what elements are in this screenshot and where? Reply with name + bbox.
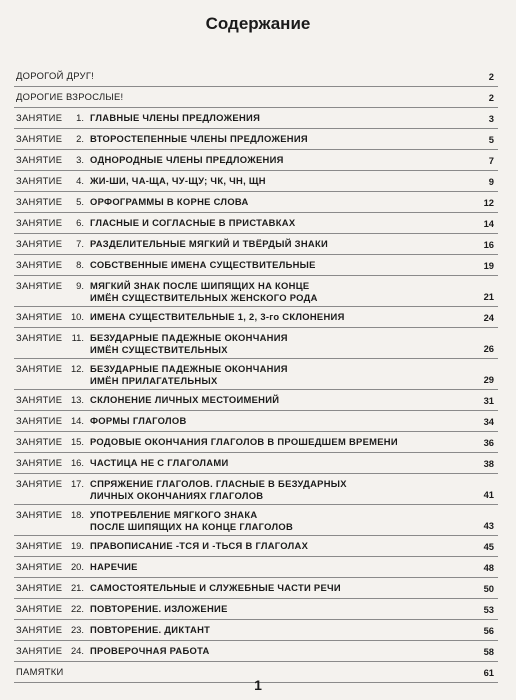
toc-entry-lead: ЗАНЯТИЕ xyxy=(16,582,63,593)
toc-entry-number: 17. xyxy=(70,478,84,489)
toc-entry-number: 16. xyxy=(70,457,84,468)
toc-entry xyxy=(14,108,498,129)
toc-entry-title: ЖИ-ШИ, ЧА-ЩА, ЧУ-ЩУ; ЧК, ЧН, ЩН xyxy=(90,175,266,186)
toc-entry xyxy=(14,505,498,536)
toc-entry xyxy=(14,129,498,150)
toc-entry-page: 31 xyxy=(483,395,494,406)
toc-entry-number: 9. xyxy=(76,280,84,291)
toc-entry-title: ПРОВЕРОЧНАЯ РАБОТА xyxy=(90,645,210,656)
toc-entry-title: НАРЕЧИЕ xyxy=(90,561,138,572)
toc-entry-page: 53 xyxy=(483,604,494,615)
table-of-contents xyxy=(14,66,498,683)
toc-entry-lead: ЗАНЯТИЕ xyxy=(16,645,63,656)
toc-entry xyxy=(14,192,498,213)
toc-entry xyxy=(14,557,498,578)
toc-entry-number: 14. xyxy=(70,415,84,426)
toc-entry-number: 7. xyxy=(76,238,84,249)
toc-entry-page: 41 xyxy=(483,489,494,500)
toc-entry-title: ЧАСТИЦА НЕ С ГЛАГОЛАМИ xyxy=(90,457,229,468)
toc-entry xyxy=(14,474,498,505)
toc-entry-number: 10. xyxy=(70,311,84,322)
toc-entry xyxy=(14,66,498,87)
toc-entry-title: РОДОВЫЕ ОКОНЧАНИЯ ГЛАГОЛОВ В ПРОШЕДШЕМ ВРЕМЕНИ xyxy=(90,436,398,447)
toc-entry-lead: ДОРОГИЕ ВЗРОСЛЫЕ! xyxy=(16,91,124,102)
toc-entry-number: 20. xyxy=(70,561,84,572)
toc-entry-page: 24 xyxy=(483,312,494,323)
toc-entry-title: ГЛАВНЫЕ ЧЛЕНЫ ПРЕДЛОЖЕНИЯ xyxy=(90,112,261,123)
toc-entry-lead: ЗАНЯТИЕ xyxy=(16,332,63,343)
toc-entry xyxy=(14,411,498,432)
toc-entry-page: 2 xyxy=(488,92,494,103)
page-number: 1 xyxy=(254,677,262,693)
toc-entry-page: 2 xyxy=(488,71,494,82)
toc-entry xyxy=(14,171,498,192)
toc-entry-number: 13. xyxy=(70,394,84,405)
toc-entry-lead: ЗАНЯТИЕ xyxy=(16,363,63,374)
toc-entry-title: ПОВТОРЕНИЕ. ИЗЛОЖЕНИЕ xyxy=(90,603,228,614)
page-title: Содержание xyxy=(205,14,311,33)
toc-entry-title: ОРФОГРАММЫ В КОРНЕ СЛОВА xyxy=(90,196,249,207)
toc-entry xyxy=(14,390,498,411)
toc-entry xyxy=(14,536,498,557)
toc-entry-title: БЕЗУДАРНЫЕ ПАДЕЖНЫЕ ОКОНЧАНИЯ ИМЁН СУЩЕСТВИТЕЛЬНЫХ xyxy=(90,332,288,355)
toc-entry-number: 18. xyxy=(70,509,84,520)
toc-entry xyxy=(14,453,498,474)
toc-entry-lead: ЗАНЯТИЕ xyxy=(16,112,63,123)
toc-entry xyxy=(14,213,498,234)
toc-entry-title: СПРЯЖЕНИЕ ГЛАГОЛОВ. ГЛАСНЫЕ В БЕЗУДАРНЫХ ЛИЧНЫХ ОКОНЧАНИЯХ ГЛАГОЛОВ xyxy=(90,478,347,501)
toc-entry-lead: ЗАНЯТИЕ xyxy=(16,394,63,405)
toc-entry-number: 23. xyxy=(70,624,84,635)
toc-entry xyxy=(14,150,498,171)
toc-entry-page: 9 xyxy=(488,176,494,187)
toc-entry-number: 24. xyxy=(70,645,84,656)
toc-entry-page: 21 xyxy=(483,291,494,302)
toc-entry xyxy=(14,599,498,620)
toc-entry xyxy=(14,307,498,328)
toc-entry-page: 14 xyxy=(483,218,494,229)
toc-entry-number: 19. xyxy=(70,540,84,551)
toc-entry-title: УПОТРЕБЛЕНИЕ МЯГКОГО ЗНАКА ПОСЛЕ ШИПЯЩИХ НА КОНЦЕ ГЛАГОЛОВ xyxy=(90,509,294,532)
toc-entry xyxy=(14,620,498,641)
toc-entry-lead: ЗАНЯТИЕ xyxy=(16,603,63,614)
toc-entry xyxy=(14,641,498,662)
toc-entry-lead: ЗАНЯТИЕ xyxy=(16,196,63,207)
toc-entry-title: ИМЕНА СУЩЕСТВИТЕЛЬНЫЕ 1, 2, 3-го СКЛОНЕНИЯ xyxy=(90,311,345,322)
toc-entry-title: БЕЗУДАРНЫЕ ПАДЕЖНЫЕ ОКОНЧАНИЯ ИМЁН ПРИЛАГАТЕЛЬНЫХ xyxy=(90,363,288,386)
toc-entry-title: СОБСТВЕННЫЕ ИМЕНА СУЩЕСТВИТЕЛЬНЫЕ xyxy=(90,259,316,270)
toc-entry-number: 5. xyxy=(76,196,84,207)
toc-entry-number: 4. xyxy=(76,175,84,186)
toc-entry xyxy=(14,276,498,307)
toc-entry-lead: ЗАНЯТИЕ xyxy=(16,259,63,270)
toc-entry-page: 7 xyxy=(488,155,494,166)
toc-entry-lead: ЗАНЯТИЕ xyxy=(16,311,63,322)
toc-entry-title: ФОРМЫ ГЛАГОЛОВ xyxy=(90,415,187,426)
toc-entry-page: 16 xyxy=(483,239,494,250)
toc-entry-lead: ЗАНЯТИЕ xyxy=(16,238,63,249)
toc-entry xyxy=(14,432,498,453)
toc-entry-lead: ЗАНЯТИЕ xyxy=(16,561,63,572)
toc-entry-number: 21. xyxy=(70,582,84,593)
toc-entry-lead: ПАМЯТКИ xyxy=(16,666,64,677)
toc-entry-page: 50 xyxy=(483,583,494,594)
toc-entry-number: 15. xyxy=(70,436,84,447)
toc-entry xyxy=(14,255,498,276)
toc-entry-lead: ЗАНЯТИЕ xyxy=(16,509,63,520)
toc-entry-page: 29 xyxy=(483,374,494,385)
toc-entry-page: 34 xyxy=(483,416,494,427)
toc-entry-lead: ЗАНЯТИЕ xyxy=(16,154,63,165)
toc-entry-page: 43 xyxy=(483,520,494,531)
toc-entry-page: 3 xyxy=(488,113,494,124)
toc-entry-lead: ЗАНЯТИЕ xyxy=(16,175,63,186)
toc-entry-page: 19 xyxy=(483,260,494,271)
toc-entry-page: 5 xyxy=(488,134,494,145)
toc-entry-title: СКЛОНЕНИЕ ЛИЧНЫХ МЕСТОИМЕНИЙ xyxy=(90,394,280,405)
toc-entry-number: 12. xyxy=(70,363,84,374)
toc-entry xyxy=(14,578,498,599)
toc-entry-lead: ЗАНЯТИЕ xyxy=(16,133,63,144)
toc-entry-lead: ЗАНЯТИЕ xyxy=(16,457,63,468)
toc-entry-page: 58 xyxy=(483,646,494,657)
toc-entry-title: ОДНОРОДНЫЕ ЧЛЕНЫ ПРЕДЛОЖЕНИЯ xyxy=(90,154,284,165)
toc-entry-page: 36 xyxy=(483,437,494,448)
toc-entry-number: 6. xyxy=(76,217,84,228)
toc-entry-number: 2. xyxy=(76,133,84,144)
toc-entry-title: ВТОРОСТЕПЕННЫЕ ЧЛЕНЫ ПРЕДЛОЖЕНИЯ xyxy=(90,133,308,144)
toc-entry-number: 8. xyxy=(76,259,84,270)
toc-entry xyxy=(14,359,498,390)
toc-entry xyxy=(14,328,498,359)
toc-entry-lead: ЗАНЯТИЕ xyxy=(16,217,63,228)
toc-entry-page: 38 xyxy=(483,458,494,469)
toc-entry xyxy=(14,234,498,255)
toc-entry xyxy=(14,87,498,108)
toc-entry-title: ПРАВОПИСАНИЕ -ТСЯ И -ТЬСЯ В ГЛАГОЛАХ xyxy=(90,540,309,551)
toc-entry-page: 56 xyxy=(483,625,494,636)
toc-entry-lead: ЗАНЯТИЕ xyxy=(16,540,63,551)
toc-entry-page: 48 xyxy=(483,562,494,573)
toc-entry-lead: ЗАНЯТИЕ xyxy=(16,478,63,489)
toc-entry-lead: ЗАНЯТИЕ xyxy=(16,280,63,291)
toc-entry-title: МЯГКИЙ ЗНАК ПОСЛЕ ШИПЯЩИХ НА КОНЦЕ ИМЁН СУЩЕСТВИТЕЛЬНЫХ ЖЕНСКОГО РОДА xyxy=(90,280,318,303)
toc-entry-number: 3. xyxy=(76,154,84,165)
toc-entry-page: 61 xyxy=(483,667,494,678)
toc-entry-page: 45 xyxy=(483,541,494,552)
toc-entry-lead: ЗАНЯТИЕ xyxy=(16,436,63,447)
toc-entry-page: 12 xyxy=(483,197,494,208)
toc-entry-title: ГЛАСНЫЕ И СОГЛАСНЫЕ В ПРИСТАВКАХ xyxy=(90,217,296,228)
toc-entry-number: 1. xyxy=(76,112,84,123)
toc-entry-number: 22. xyxy=(70,603,84,614)
toc-entry-title: САМОСТОЯТЕЛЬНЫЕ И СЛУЖЕБНЫЕ ЧАСТИ РЕЧИ xyxy=(90,582,341,593)
toc-entry-page: 26 xyxy=(483,343,494,354)
toc-entry-lead: ДОРОГОЙ ДРУГ! xyxy=(16,70,95,81)
toc-entry-title: РАЗДЕЛИТЕЛЬНЫЕ МЯГКИЙ И ТВЁРДЫЙ ЗНАКИ xyxy=(90,238,329,249)
toc-entry-lead: ЗАНЯТИЕ xyxy=(16,415,63,426)
toc-entry-title: ПОВТОРЕНИЕ. ДИКТАНТ xyxy=(90,624,211,635)
toc-entry-lead: ЗАНЯТИЕ xyxy=(16,624,63,635)
toc-entry-number: 11. xyxy=(71,332,84,343)
